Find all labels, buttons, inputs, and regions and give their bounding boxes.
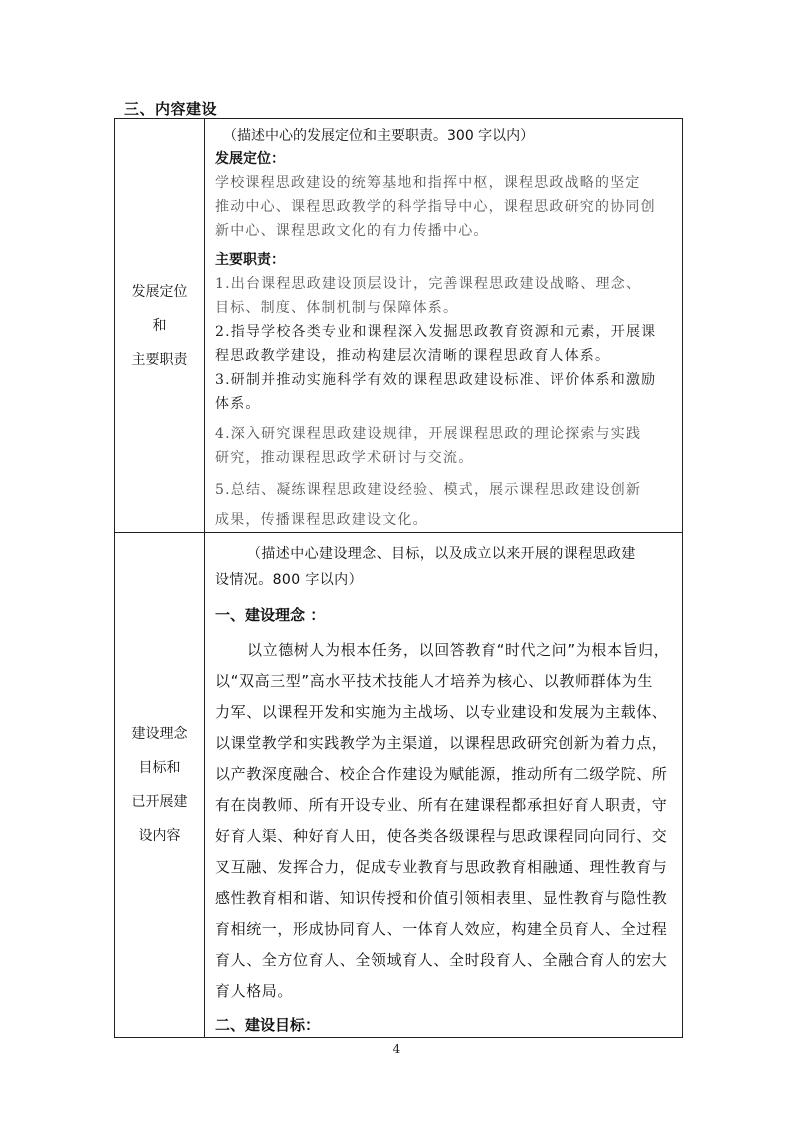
label-line: 建设理念 (131, 726, 188, 742)
duty-line: 程思政教学建设，推动构建层次清晰的课程思政育人体系。 (215, 348, 611, 364)
duty-line: 5.总结、凝练课程思政建设经验、模式，展示课程思政建设创新 (215, 482, 642, 498)
paragraph-line: 好育人渠、种好育人田，使各类各级课程与思政课程同向同行、交 (215, 827, 668, 845)
paragraph-line: 育相统一，形成协同育人、一体育人效应，构建全员育人、全过程 (215, 920, 668, 938)
instruction-text: （描述中心的发展定位和主要职责。300 字以内） (223, 128, 535, 144)
duty-line: 1.出台课程思政建设顶层设计，完善课程思政建设战略、理念、 (215, 276, 642, 292)
page-number: 4 (392, 1042, 401, 1056)
content-table (114, 118, 683, 1038)
paragraph-philosophy (215, 635, 672, 1007)
duty-line: 成果，传播课程思政建设文化。 (215, 512, 428, 528)
paragraph-line: 以课堂教学和实践教学为主渠道，以课程思政研究创新为着力点， (215, 734, 668, 752)
duty-line: 3.研制并推动实施科学有效的课程思政建设标准、评价体系和激励 (215, 372, 657, 388)
paragraph-line: 学校课程思政建设的统筹基地和指挥中枢，课程思政战略的坚定 (215, 175, 641, 191)
row-label-construction (115, 533, 205, 1038)
paragraph-line: 叉互融、发挥合力，促成专业教育与思政教育相融通、理性教育与 (215, 858, 668, 876)
label-line: 目标和 (138, 760, 181, 776)
instruction-text: （描述中心建设理念、目标，以及成立以来开展的课程思政建 (247, 546, 636, 562)
paragraph-line: 育人格局。 (215, 982, 294, 1000)
table-row-positioning (115, 119, 683, 533)
paragraph-line: 力军、以课程开发和实施为主战场、以专业建设和发展为主载体、 (215, 703, 668, 721)
duty-line: 目标、制度、体制机制与保障体系。 (215, 300, 459, 316)
instruction-text: 设情况。800 字以内） (215, 572, 363, 588)
subheading-philosophy: 一、建设理念 ： (215, 606, 326, 624)
duty-line: 体系。 (215, 396, 261, 412)
label-line: 已开展建 (131, 794, 188, 810)
subheading-positioning: 发展定位： (215, 151, 285, 167)
subheading-goals: 二、建设目标： (215, 1016, 321, 1034)
row-content-positioning (205, 119, 683, 533)
section-title: 三、内容建设 (124, 100, 218, 118)
duty-line: 4.深入研究课程思政建设规律，开展课程思政的理论探索与实践 (215, 426, 642, 442)
paragraph-line: 有在岗教师、所有开设专业、所有在建课程都承担好育人职责，守 (215, 796, 668, 814)
table-row-construction (115, 533, 683, 1038)
paragraph-line: 感性教育相和谐、知识传授和价值引领相表里、显性教育与隐性教 (215, 889, 668, 907)
paragraph-line: 以“双高三型”高水平技术技能人才培养为核心、以教师群体为生 (215, 672, 653, 690)
label-line: 和 (152, 317, 167, 334)
paragraph-line: 新中心、课程思政文化的有力传播中心。 (215, 223, 489, 239)
paragraph-line: 推动中心、课程思政教学的科学指导中心，课程思政研究的协同创 (215, 199, 656, 215)
row-content-construction (205, 533, 683, 1038)
paragraph-line: 育人、全方位育人、全领域育人、全时段育人、全融合育人的宏大 (215, 951, 668, 969)
paragraph-line: 以立德树人为根本任务，以回答教育“时代之问”为根本旨归， (247, 641, 670, 659)
row-label-positioning (115, 119, 205, 533)
duty-line: 2.指导学校各类专业和课程深入发掘思政教育资源和元素，开展课 (215, 324, 657, 340)
duty-line: 研究，推动课程思政学术研讨与交流。 (215, 450, 474, 466)
subheading-duties: 主要职责： (215, 252, 285, 268)
paragraph-line: 以产教深度融合、校企合作建设为赋能源，推动所有二级学院、所 (215, 765, 668, 783)
label-line: 发展定位 (131, 283, 188, 300)
label-line: 设内容 (138, 828, 181, 844)
label-line: 主要职责 (131, 351, 188, 368)
